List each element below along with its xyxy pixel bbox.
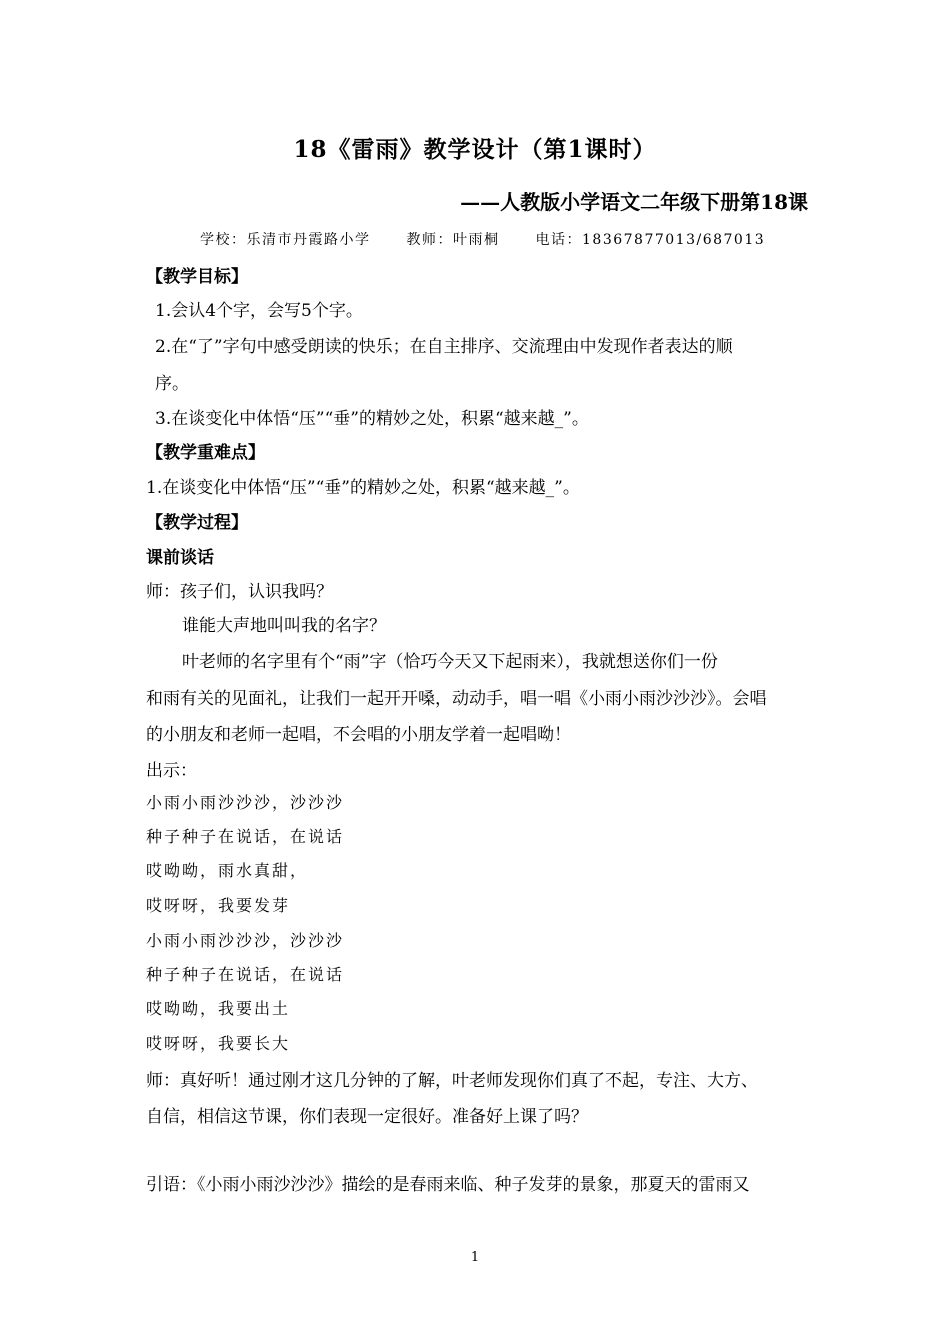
dialogue-line: 出示： <box>146 761 197 781</box>
page-number: 1 <box>470 1250 480 1265</box>
key-points-heading: 【教学重难点】 <box>146 443 265 463</box>
closing-line: 师：真好听！通过刚才这几分钟的了解，叶老师发现你们真了不起，专注、大方、 <box>146 1071 758 1091</box>
document-title: 18《雷雨》教学设计（第1课时） <box>293 136 657 163</box>
song-line: 哎呦呦，雨水真甜， <box>146 861 309 880</box>
dialogue-line: 叶老师的名字里有个“雨”字（恰巧今天又下起雨来），我就想送你们一份 <box>182 652 718 672</box>
process-heading: 【教学过程】 <box>146 513 248 533</box>
song-line: 哎呀呀，我要长大 <box>146 1034 291 1053</box>
dialogue-line: 的小朋友和老师一起唱，不会唱的小朋友学着一起唱呦！ <box>146 725 571 745</box>
goal-item: 序。 <box>155 374 189 394</box>
teacher-info: 教师：叶雨桐 <box>406 232 500 248</box>
goal-item: 3.在谈变化中体悟“压”“垂”的精妙之处，积累“越来越_”。 <box>155 409 589 429</box>
phone-info: 电话：18367877013/687013 <box>535 232 766 248</box>
song-line: 哎呦呦，我要出土 <box>146 999 291 1018</box>
document-subtitle: ——人教版小学语文二年级下册第18课 <box>460 190 808 214</box>
warmup-heading: 课前谈话 <box>146 548 214 568</box>
goals-heading: 【教学目标】 <box>146 267 248 287</box>
dialogue-line: 师：孩子们，认识我吗？ <box>146 582 333 602</box>
goal-item: 2.在“了”字句中感受朗读的快乐；在自主排序、交流理由中发现作者表达的顺 <box>155 337 733 357</box>
song-line: 种子种子在说话，在说话 <box>146 827 345 846</box>
goal-item: 1.会认4个字，会写5个字。 <box>155 301 363 321</box>
song-line: 哎呀呀，我要发芽 <box>146 896 291 915</box>
school-info: 学校：乐清市丹霞路小学 <box>200 232 371 248</box>
intro-line: 引语：《小雨小雨沙沙沙》描绘的是春雨来临、种子发芽的景象，那夏天的雷雨又 <box>146 1175 750 1195</box>
key-point-item: 1.在谈变化中体悟“压”“垂”的精妙之处，积累“越来越_”。 <box>146 478 580 498</box>
dialogue-line: 谁能大声地叫叫我的名字？ <box>182 616 386 636</box>
song-line: 种子种子在说话，在说话 <box>146 965 345 984</box>
song-line: 小雨小雨沙沙沙，沙沙沙 <box>146 793 345 812</box>
dialogue-line: 和雨有关的见面礼，让我们一起开开嗓，动动手，唱一唱《小雨小雨沙沙沙》。会唱 <box>146 689 767 709</box>
closing-line: 自信，相信这节课，你们表现一定很好。准备好上课了吗？ <box>146 1107 588 1127</box>
song-line: 小雨小雨沙沙沙，沙沙沙 <box>146 931 345 950</box>
author-info <box>200 229 765 249</box>
